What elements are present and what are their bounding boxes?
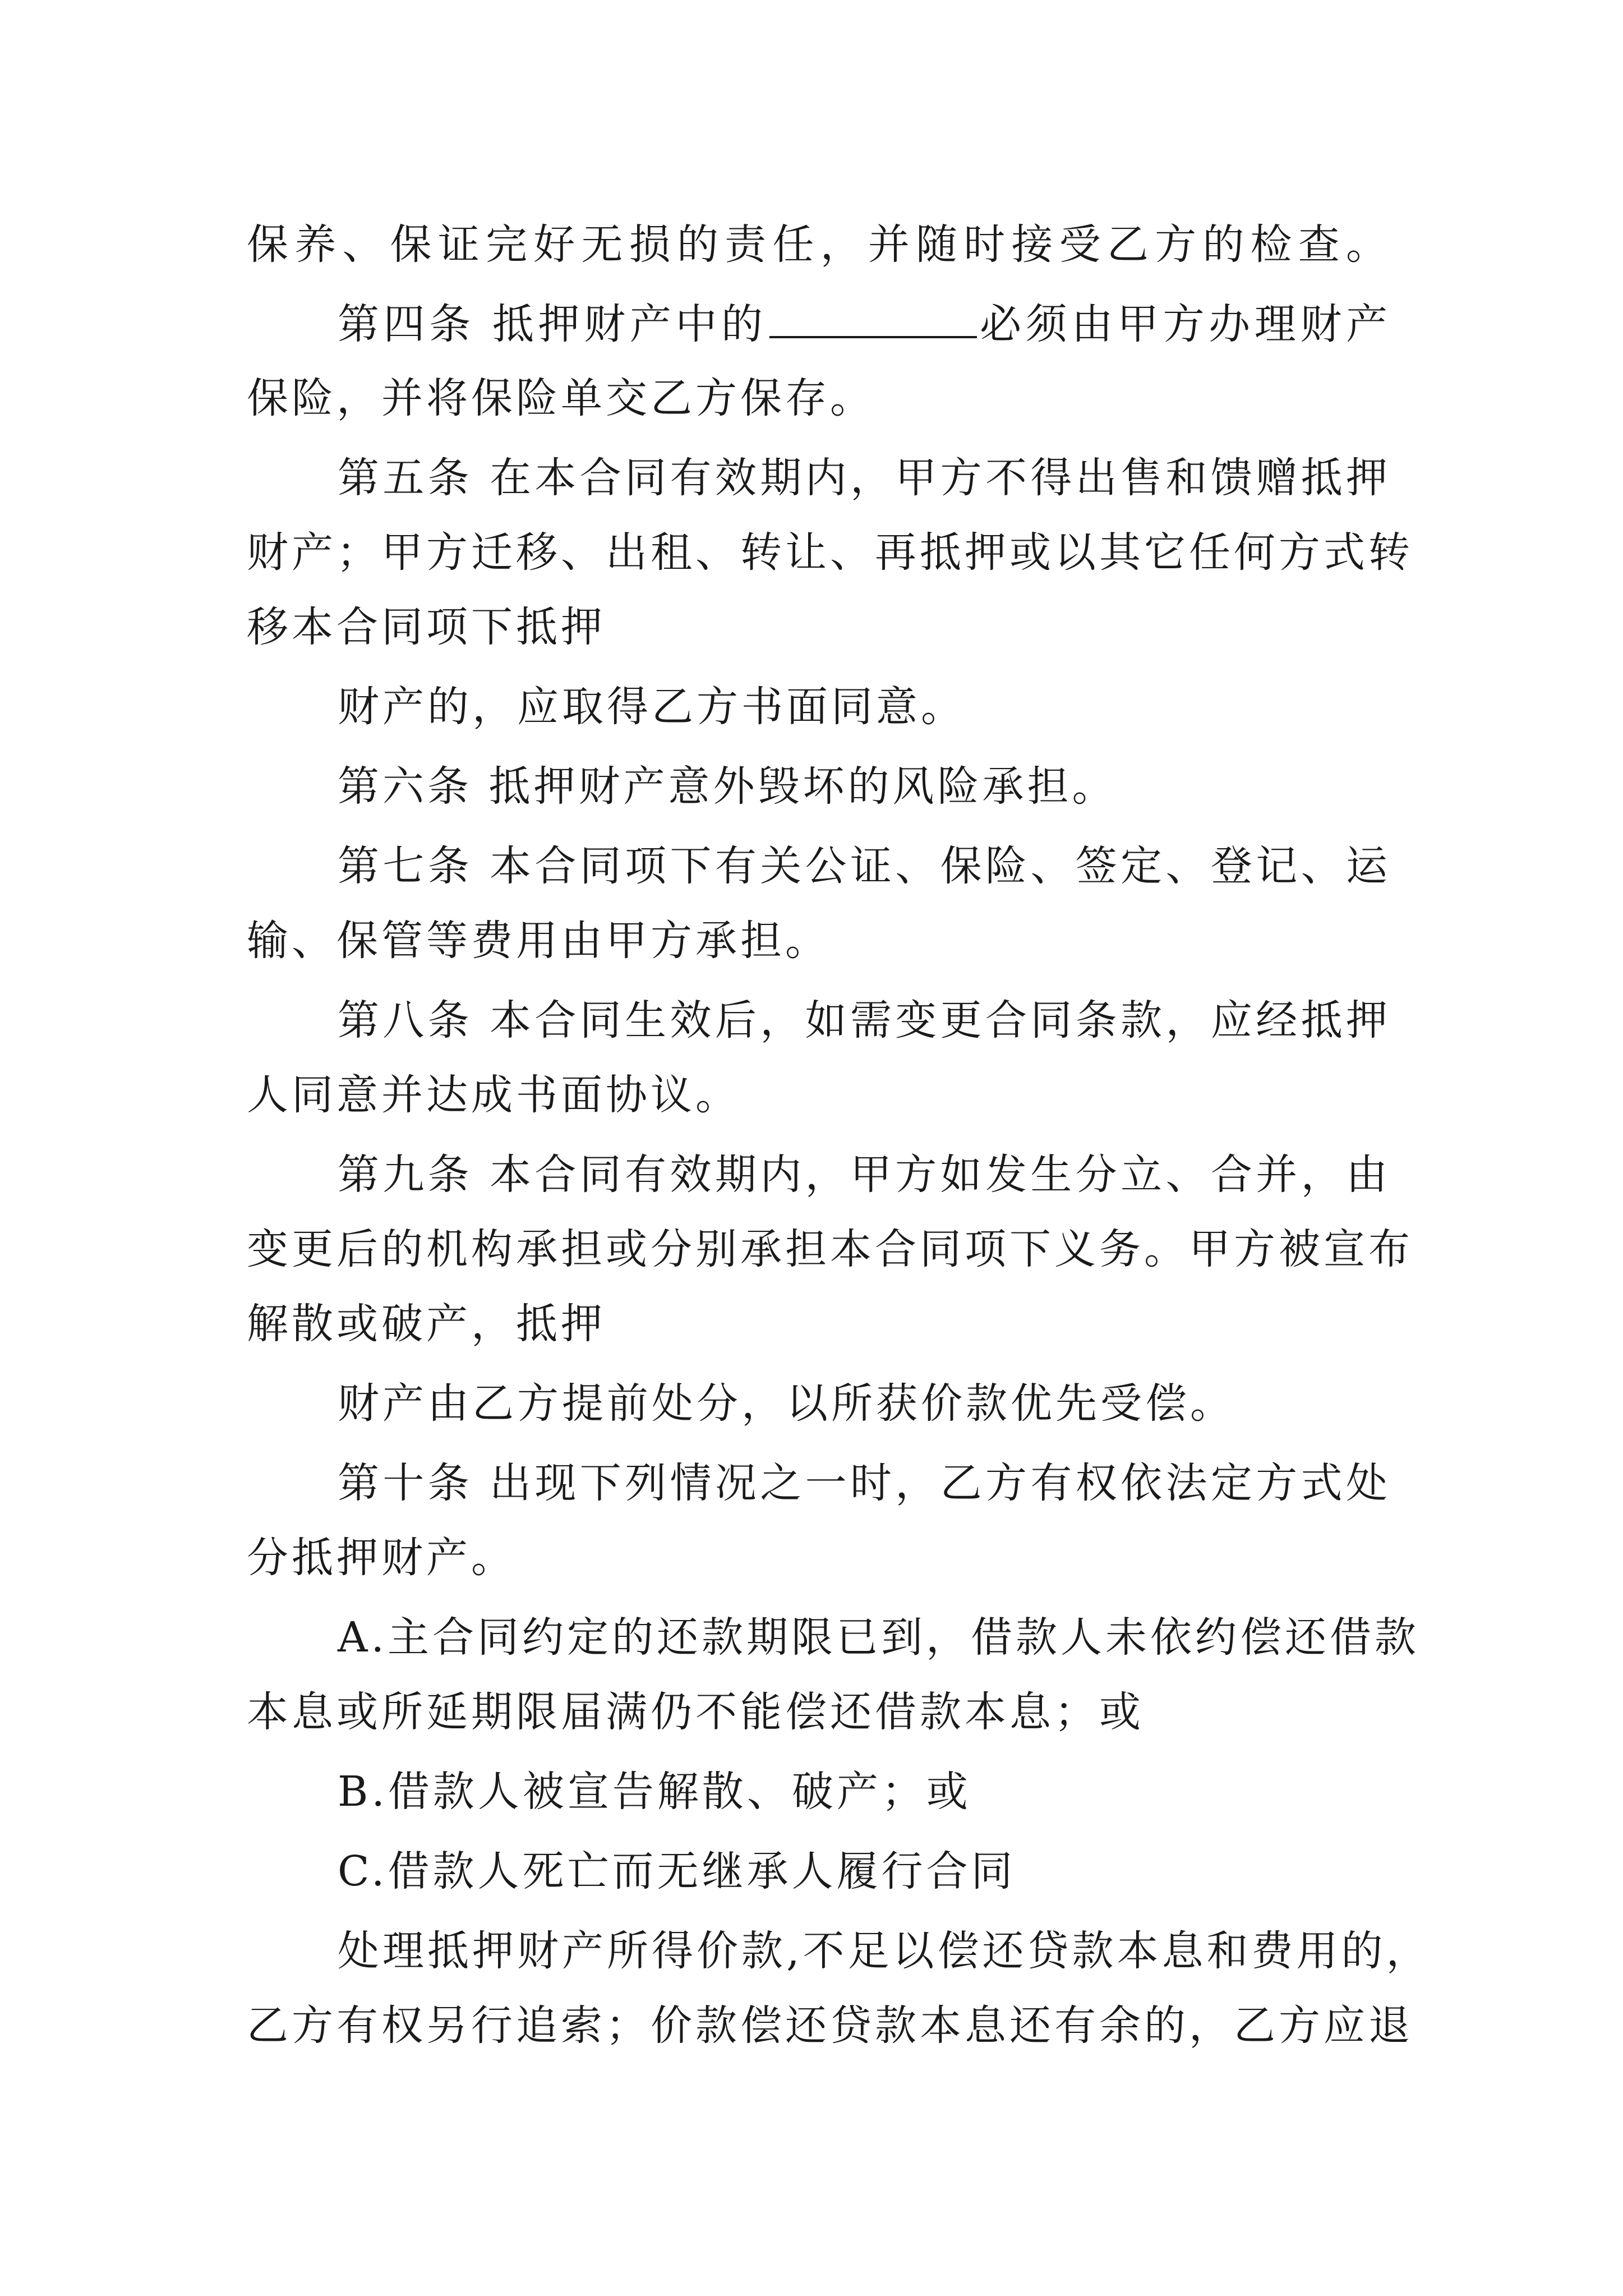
text-line: 财产由乙方提前处分，以所获价款优先受偿。 [338,1379,1235,1428]
text-line: 保养、保证完好无损的责任，并随时接受乙方的检查。 [247,220,1391,269]
text-line: 移本合同项下抵押 [247,603,606,651]
text-line: 本息或所延期限届满仍不能偿还借款本息；或 [247,1688,1144,1736]
article-5-line: 第五条 在本合同有效期内，甲方不得出售和馈赠抵押 [338,454,1391,502]
article-10-line: 第十条 出现下列情况之一时，乙方有权依法定方式处 [338,1459,1391,1507]
article-8-line: 第八条 本合同生效后，如需变更合同条款，应经抵押 [338,996,1391,1045]
text-line: 保险，并将保险单交乙方保存。 [247,374,875,422]
text-line: 解散或破产，抵押 [247,1300,606,1348]
article-4-text: 第四条 抵押财产中的 [338,300,767,348]
article-6-line: 第六条 抵押财产意外毁坏的风险承担。 [338,762,1117,811]
text-line: 财产；甲方迁移、出租、转让、再抵押或以其它任何方式转 [247,528,1413,577]
article-4-line [338,296,1391,352]
text-line: 处理抵押财产所得价款,不足以偿还贷款本息和费用的， [338,1927,1431,1975]
text-line: 分抵押财产。 [247,1534,516,1582]
item-a-line: A.主合同约定的还款期限已到，借款人未依约偿还借款 [338,1613,1419,1662]
article-4-text-continued: 必须由甲方办理财产 [979,300,1391,348]
text-line: 乙方有权另行追索；价款偿还贷款本息还有余的，乙方应退 [247,2001,1413,2050]
text-line: 财产的，应取得乙方书面同意。 [338,683,966,731]
item-c-line: C.借款人死亡而无继承人履行合同 [338,1847,1016,1895]
text-line: 输、保管等费用由甲方承担。 [247,917,830,965]
fill-in-blank[interactable] [769,302,977,338]
article-9-line: 第九条 本合同有效期内，甲方如发生分立、合并，由 [338,1151,1391,1199]
item-b-line: B.借款人被宣告解散、破产；或 [338,1768,971,1816]
text-line: 变更后的机构承担或分别承担本合同项下义务。甲方被宣布 [247,1225,1413,1273]
article-7-line: 第七条 本合同项下有关公证、保险、签定、登记、运 [338,842,1391,890]
text-line: 人同意并达成书面协议。 [247,1071,740,1119]
